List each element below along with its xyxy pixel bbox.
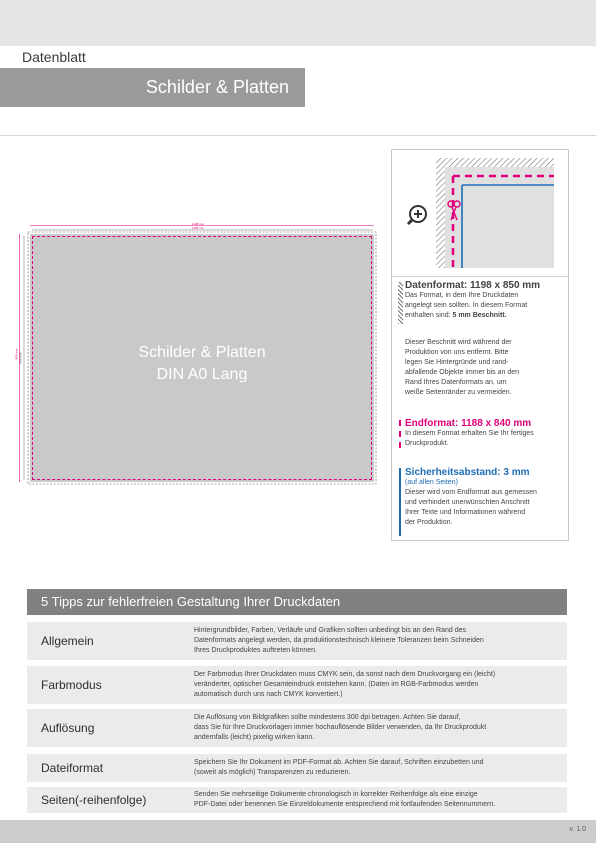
footer-band <box>0 820 596 843</box>
safety-margin-line: der Produktion. <box>405 519 453 526</box>
end-format-line: In diesem Format erhalten Sie Ihr fertiges <box>405 430 534 437</box>
tip-description <box>194 758 560 778</box>
data-format-line: angelegt sein sollten. In diesem Format <box>405 302 528 309</box>
title-bar <box>0 68 305 107</box>
tip-line: Der Farbmodus Ihrer Druckdaten muss CMYK sein, da sonst nach dem Druckvorgang ein (leicht) <box>194 671 496 678</box>
tip-label: Farbmodus <box>41 678 102 692</box>
tip-line: automatisch durch uns nach CMYK konvertiert.) <box>194 691 343 698</box>
safety-margin-block <box>405 468 563 528</box>
inner-height-label: 840 mm <box>18 352 23 364</box>
bleed-amount: 5 mm Beschnitt. <box>452 312 507 319</box>
data-format-marker <box>398 282 403 324</box>
tip-description <box>194 626 560 656</box>
safety-margin-heading: Sicherheitsabstand: 3 mm <box>405 467 530 478</box>
safety-margin-line: und verhindert unerwünschten Anschnitt <box>405 499 530 506</box>
header-band <box>0 0 596 46</box>
data-format-line: Das Format, in dem Ihre Druckdaten <box>405 292 519 299</box>
document-type-label: Datenblatt <box>0 46 120 68</box>
tip-row-page-order <box>27 787 567 813</box>
safety-margin-line: Ihrer Texte und Informationen während <box>405 509 526 516</box>
tip-row-color-mode <box>27 666 567 704</box>
bleed-note-line: Produktion von uns entfernt. Bitte <box>405 349 509 356</box>
tips-header <box>27 589 567 615</box>
inner-width-label: 1188 mm <box>191 226 205 230</box>
tip-description <box>194 670 560 700</box>
data-format-line-start: enthalten sind: <box>405 312 453 319</box>
outer-width-label: 1198 mm <box>191 222 205 226</box>
bleed-note-line: weiße Seitenränder zu vermeiden. <box>405 389 512 396</box>
tip-description <box>194 713 560 743</box>
data-format-heading: Datenformat: 1198 x 850 mm <box>405 280 541 291</box>
bleed-note-line: legen Sie Hintergründe und rand- <box>405 359 509 366</box>
tip-row-resolution <box>27 709 567 747</box>
format-legend <box>391 149 569 541</box>
tip-line: Senden Sie mehrseitige Dokumente chronologisch in korrekter Reihenfolge als eine einzige <box>194 791 478 798</box>
tip-label: Auflösung <box>41 721 95 735</box>
tip-row-file-format <box>27 754 567 782</box>
data-format-line <box>405 311 563 321</box>
format-preview <box>14 222 379 486</box>
safety-margin-sub: (auf allen Seiten) <box>405 479 458 486</box>
tip-line: andernfalls (leicht) pixelig wirken kann. <box>194 734 315 741</box>
data-format-block <box>405 281 563 321</box>
tip-line: dass Sie für Ihre Druckvorlagen immer hochauflösende Bilder verwenden, da Ihr Druckprodukt <box>194 724 487 731</box>
tip-line: (soweit als möglich) Transparenzen zu reduzieren. <box>194 769 351 776</box>
bleed-note-line: Dieser Beschnitt wird während der <box>405 339 512 346</box>
product-name: Schilder & Platten <box>138 344 266 361</box>
tip-line: Ihres Druckproduktes auftreten können. <box>194 647 317 654</box>
bleed-note <box>405 338 563 398</box>
tip-line: Datenformats angelegt werden, da produktionstechnisch kleinere Toleranzen beim Schneiden <box>194 637 484 644</box>
tip-line: Speichern Sie Ihr Dokument im PDF-Format ab. Achten Sie darauf, Schriften einzubetten und <box>194 759 484 766</box>
tip-label: Dateiformat <box>41 761 104 775</box>
page-title: Schilder & Platten <box>145 77 289 97</box>
end-format-marker <box>399 420 403 448</box>
tips-title: 5 Tipps zur fehlerfreien Gestaltung Ihrer Druckdaten <box>41 594 341 609</box>
zoom-in-icon <box>407 203 429 225</box>
tip-line: Die Auflösung von Bildgrafiken sollte mindestens 300 dpi betragen. Achten Sie darauf, <box>194 714 461 721</box>
tip-label: Allgemein <box>41 634 94 648</box>
tip-line: PDF-Datei oder benennen Sie Einzeldokumente entsprechend mit fortlaufenden Seitennummern. <box>194 801 496 808</box>
tip-line: Hintergrundbilder, Farben, Verläufe und Grafiken sollten unbedingt bis an den Rand des <box>194 627 467 634</box>
divider <box>0 135 596 136</box>
corner-detail-diagram <box>392 150 568 277</box>
scissors-icon <box>447 200 461 222</box>
tip-label: Seiten(-reihenfolge) <box>41 793 147 807</box>
outer-height-label: 850 mm <box>14 348 19 360</box>
tip-description <box>194 790 560 810</box>
safety-margin-marker <box>399 468 401 536</box>
tip-line: veränderter, optischer Gesamteindruck entstehen kann. (Daten im RGB-Farbmodus werden <box>194 681 479 688</box>
end-format-line: Druckprodukt. <box>405 440 449 447</box>
version-label: v. 1.0 <box>569 826 586 833</box>
bleed-note-line: Rand Ihres Datenformats an, um <box>405 379 507 386</box>
end-format-block <box>405 419 563 449</box>
tip-row-general <box>27 622 567 660</box>
product-format: DIN A0 Lang <box>156 366 248 383</box>
safety-margin-line: Dieser wird vom Endformat aus gemessen <box>405 489 537 496</box>
bleed-note-line: abfallende Objekte immer bis an den <box>405 369 520 376</box>
end-format-outline <box>32 236 372 480</box>
print-area <box>30 234 374 482</box>
end-format-heading: Endformat: 1188 x 840 mm <box>405 418 532 429</box>
